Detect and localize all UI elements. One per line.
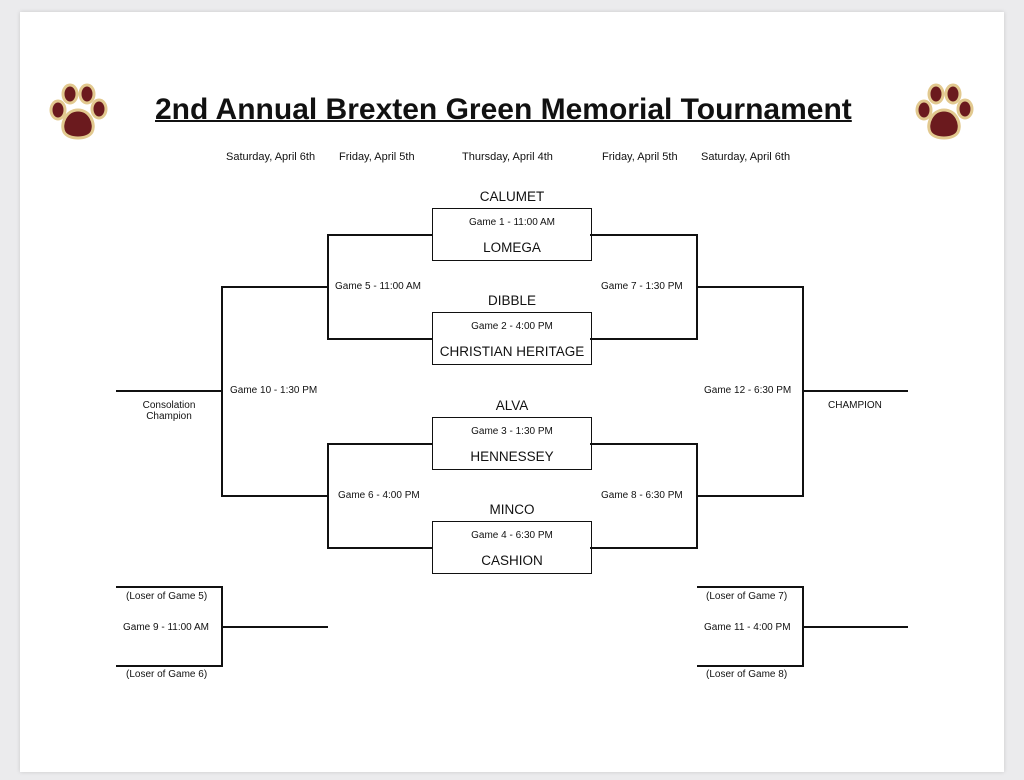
bracket-line: [116, 586, 222, 588]
page-title: 2nd Annual Brexten Green Memorial Tournament: [155, 93, 852, 126]
bracket-line: [328, 443, 433, 445]
day-header-4: Friday, April 5th: [602, 151, 678, 163]
loser-game-5-label: (Loser of Game 5): [126, 591, 208, 602]
consolation-champion-label: [124, 400, 214, 422]
game-8-label: Game 8 - 6:30 PM: [601, 490, 683, 501]
bracket-line: [328, 547, 433, 549]
game-2-label: Game 2 - 4:00 PM: [471, 321, 553, 332]
game-4-label: Game 4 - 6:30 PM: [471, 530, 553, 541]
team-minco: MINCO: [489, 502, 535, 517]
game-6-label: Game 6 - 4:00 PM: [338, 490, 420, 501]
team-cashion: CASHION: [481, 553, 543, 568]
bracket-line: [697, 286, 803, 288]
day-header-1: Saturday, April 6th: [226, 151, 316, 163]
loser-game-6-label: (Loser of Game 6): [126, 669, 208, 680]
day-header-2: Friday, April 5th: [339, 151, 415, 163]
bracket-line: [222, 286, 328, 288]
bracket-line: [697, 495, 803, 497]
team-hennessey: HENNESSEY: [470, 449, 554, 464]
game-10-label: Game 10 - 1:30 PM: [230, 385, 318, 396]
bracket-line: [116, 390, 222, 392]
bracket-line: [697, 665, 803, 667]
bracket-line: [328, 234, 433, 236]
loser-game-8-label: (Loser of Game 8): [706, 669, 788, 680]
day-header-3: Thursday, April 4th: [462, 151, 553, 163]
bracket-line: [590, 547, 697, 549]
consolation-label-line1: Consolation: [142, 400, 196, 411]
bracket-line: [590, 234, 697, 236]
champion-label: CHAMPION: [828, 400, 882, 411]
bracket-line: [802, 286, 804, 497]
right-paw-icon: [912, 80, 976, 144]
bracket-line: [221, 286, 223, 497]
game-11-label: Game 11 - 4:00 PM: [704, 622, 791, 633]
team-dibble: DIBBLE: [487, 293, 537, 308]
team-christian-heritage: CHRISTIAN HERITAGE: [439, 344, 585, 359]
team-alva: ALVA: [495, 398, 529, 413]
game-9-label: Game 9 - 11:00 AM: [123, 622, 209, 633]
game-2-box: [432, 312, 592, 365]
bracket-line: [328, 338, 433, 340]
team-lomega: LOMEGA: [483, 240, 541, 255]
consolation-label-line2: Champion: [146, 411, 192, 422]
game-1-label: Game 1 - 11:00 AM: [469, 217, 555, 228]
game-7-label: Game 7 - 1:30 PM: [601, 281, 683, 292]
left-paw-icon: [46, 80, 110, 144]
bracket-line: [222, 626, 328, 628]
bracket-line: [697, 586, 803, 588]
team-calumet: CALUMET: [479, 189, 545, 204]
bracket-line: [590, 443, 697, 445]
bracket-line: [590, 338, 697, 340]
loser-game-7-label: (Loser of Game 7): [706, 591, 788, 602]
game-3-label: Game 3 - 1:30 PM: [471, 426, 553, 437]
game-12-label: Game 12 - 6:30 PM: [704, 385, 792, 396]
bracket-line: [116, 665, 222, 667]
game-1-box: [432, 208, 592, 261]
game-4-box: [432, 521, 592, 574]
game-5-label: Game 5 - 11:00 AM: [335, 281, 421, 292]
bracket-line: [803, 626, 908, 628]
bracket-line: [803, 390, 908, 392]
bracket-line: [222, 495, 328, 497]
day-header-5: Saturday, April 6th: [701, 151, 791, 163]
game-3-box: [432, 417, 592, 470]
